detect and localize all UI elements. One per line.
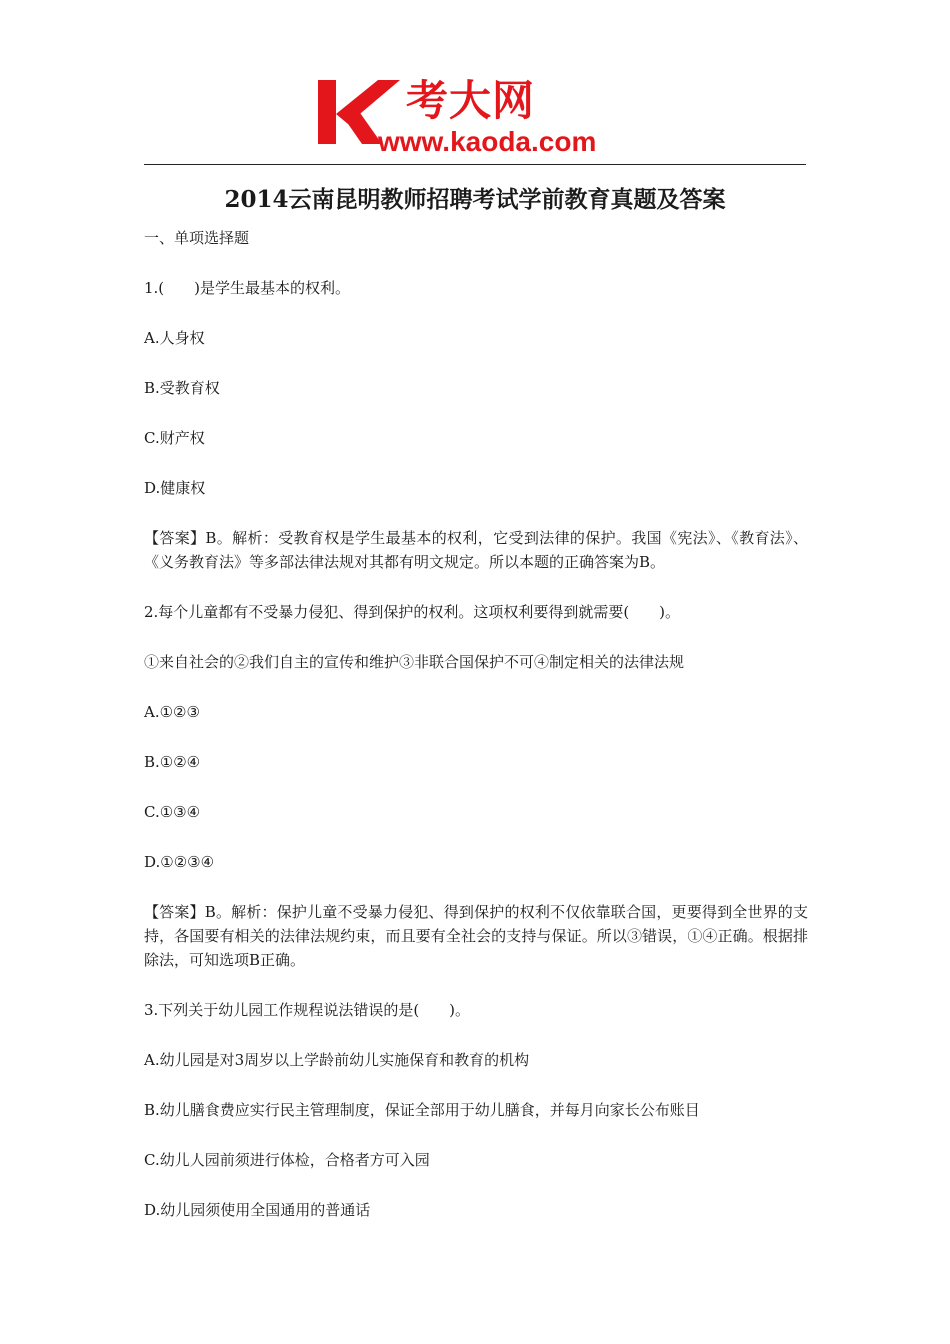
question-3-option-c: C.幼儿人园前须进行体检，合格者方可入园 — [144, 1151, 430, 1169]
question-2-stem: 2.每个儿童都有不受暴力侵犯、得到保护的权利。这项权利要得到就需要( )。 — [144, 603, 681, 621]
document-title: 2014云南昆明教师招聘考试学前教育真题及答案 — [224, 186, 726, 213]
question-1-option-d: D.健康权 — [144, 479, 206, 497]
question-1-option-c: C.财产权 — [144, 429, 205, 447]
document-body — [144, 226, 808, 1222]
question-2-options-line: ①来自社会的②我们自主的宣传和维护③非联合国保护不可④制定相关的法律法规 — [144, 653, 685, 671]
question-2-option-c: C.①③④ — [144, 803, 201, 821]
question-3-option-b: B.幼儿膳食费应实行民主管理制度，保证全部用于幼儿膳食，并每月向家长公布账目 — [144, 1101, 700, 1119]
logo-url: www.kaoda.com — [378, 126, 597, 157]
question-1-stem: 1.( )是学生最基本的权利。 — [144, 279, 351, 297]
logo-name: 考大网 — [406, 76, 536, 125]
question-2-option-a: A.①②③ — [144, 703, 200, 721]
question-3-stem: 3.下列关于幼儿园工作规程说法错误的是( )。 — [144, 1001, 471, 1019]
question-1-option-b: B.受教育权 — [144, 379, 220, 397]
question-1-answer: 【答案】B。解析：受教育权是学生最基本的权利，它受到法律的保护。我国《宪法》、《教育法》、《义务教育法》等多部法律法规对其都有明文规定。所以本题的正确答案为B。 — [144, 529, 808, 571]
kaoda-logo — [318, 78, 640, 160]
question-3-option-d: D.幼儿园须使用全国通用的普通话 — [144, 1201, 371, 1219]
question-2-option-d: D.①②③④ — [144, 853, 215, 871]
question-2-option-b: B.①②④ — [144, 753, 201, 771]
section-heading: 一、单项选择题 — [144, 229, 250, 247]
question-3-option-a: A.幼儿园是对3周岁以上学龄前幼儿实施保育和教育的机构 — [144, 1051, 530, 1069]
question-2-answer: 【答案】B。解析：保护儿童不受暴力侵犯、得到保护的权利不仅依靠联合国，更要得到全世界的支持，各国要有相关的法律法规约束，而且要有全社会的支持与保证。所以③错误，①④正确。根据排除法，可知选项B正确。 — [144, 903, 808, 969]
header-divider — [144, 164, 806, 165]
question-1-option-a: A.人身权 — [144, 329, 205, 347]
